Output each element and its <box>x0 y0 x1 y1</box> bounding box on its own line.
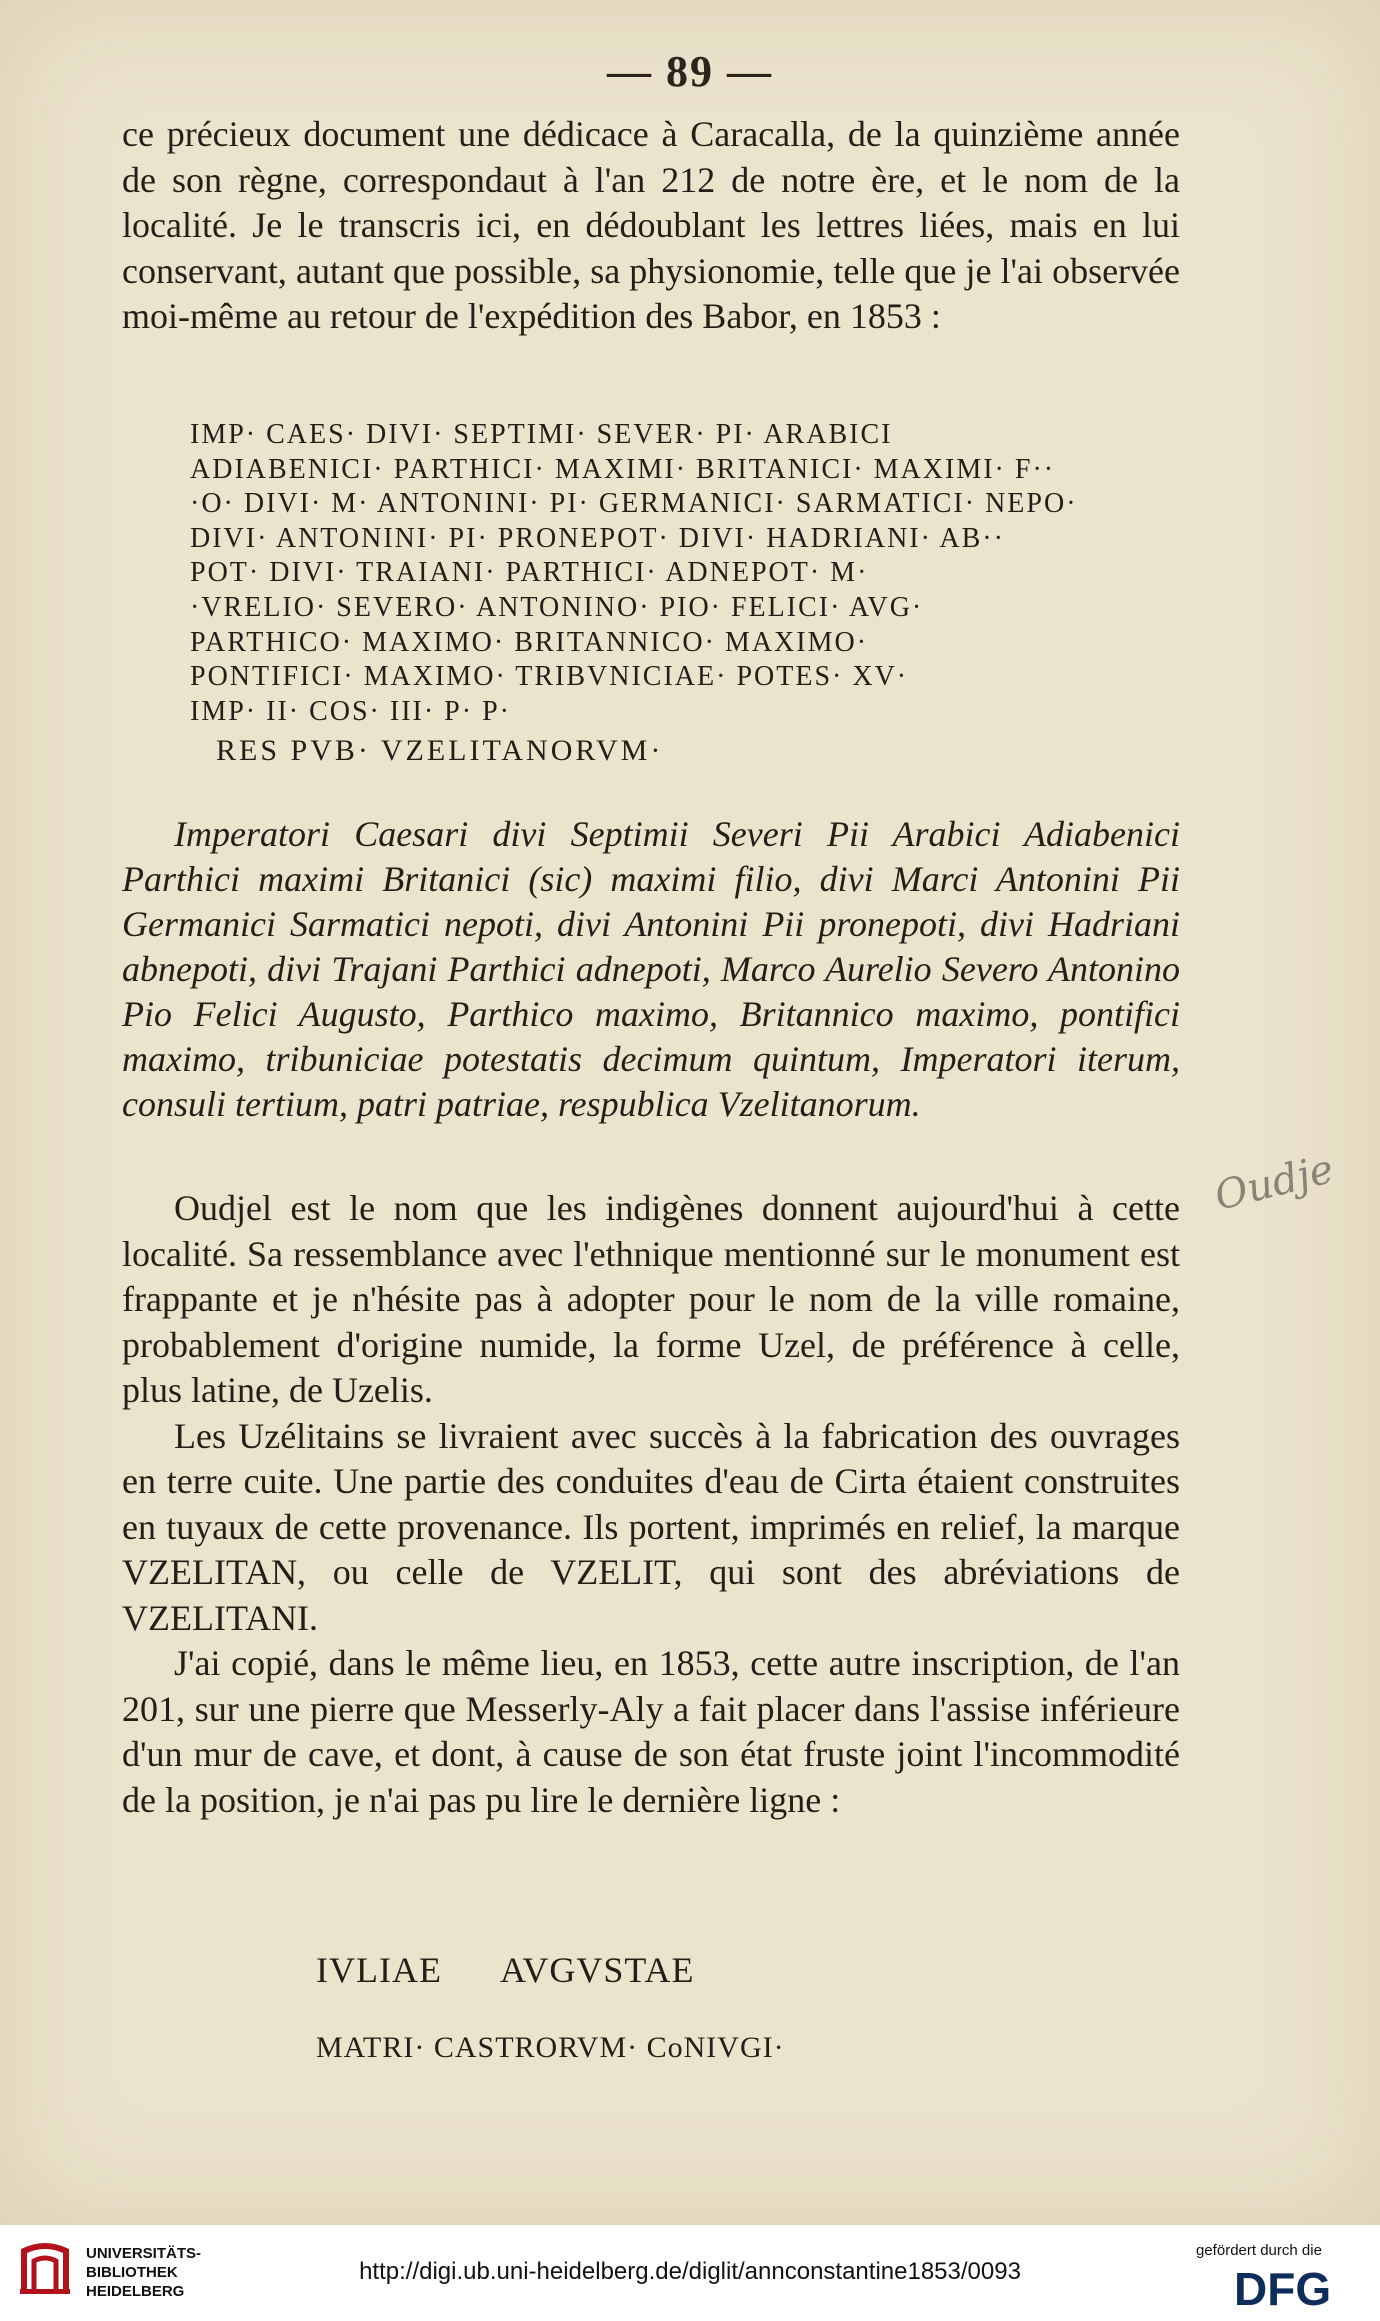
funded-by-label: gefördert durch die <box>1196 2242 1322 2259</box>
inscription-line: IMP· II· COS· III· P· P· <box>190 695 511 727</box>
opening-paragraph-block <box>122 112 1180 340</box>
latin-translation-block <box>122 812 1180 1127</box>
opening-paragraph: ce précieux document une dédicace à Caracalla, de la quinzième année de son règne, correspondaut à l'an 212 de notre ère, et le nom de la localité. Je le transcris ici, en dédoublant les lettres liées, mais en lui conservant, autant que possible, sa physionomie, telle que je l'ai observée moi-même au retour de l'expédition des Babor, en 1853 : <box>122 114 1180 336</box>
body-paragraph: Oudjel est le nom que les indigènes donnent aujourd'hui à cette localité. Sa ressemblance avec l'ethnique mentionné sur le monument est frappante et je n'hésite pas à adopter pour le nom de la ville romaine, probablement d'origine numide, la forme Uzel, de préférence à celle, plus latine, de Uzelis. <box>122 1188 1180 1410</box>
page-number: — 89 — <box>607 47 773 96</box>
library-name: UNIVERSITÄTS- BIBLIOTHEK HEIDELBERG <box>86 2245 202 2300</box>
dfg-logo-text: DFG <box>1234 2265 1332 2309</box>
inscription-line: DIVI· ANTONINI· PI· PRONEPOT· DIVI· HADRIANI· AB·· <box>190 522 1005 554</box>
body-paragraph: Les Uzélitains se livraient avec succès à la fabrication des ouvrages en terre cuite. Une partie des conduites d'eau de Cirta étaient construites en tuyaux de cette provenance. Ils portent, imprimés en relief, la marque VZELITAN, ou celle de VZELIT, qui sont des abréviations de VZELITANI. <box>122 1415 1180 1638</box>
inscription-line: ·VRELIO· SEVERO· ANTONINO· PIO· FELICI· AVG· <box>190 591 924 623</box>
inscription-julia <box>316 1912 1216 2104</box>
inscription-line: IMP· CAES· DIVI· SEPTIMI· SEVER· PI· ARABICI <box>190 419 893 450</box>
inscription-line: IVLIAE AVGVSTAE <box>316 1950 695 1990</box>
dfg-logo-icon <box>1232 2265 1362 2309</box>
body-paragraph: J'ai copié, dans le même lieu, en 1853, cette autre inscription, de l'an 201, sur une pierre que Messerly-Aly a fait placer dans l'assise inférieure d'un mur de cave, et dont, à cause de son état fruste joint l'incommodité de la position, je n'ai pas pu lire le dernière ligne : <box>122 1643 1180 1820</box>
body-text-block <box>122 1186 1180 1823</box>
page-url-link[interactable]: http://digi.ub.uni-heidelberg.de/diglit/annconstantine1853/0093 <box>359 2258 1021 2285</box>
inscription-line: PONTIFICI· MAXIMO· TRIBVNICIAE· POTES· XV· <box>190 661 909 693</box>
inscription-line: POT· DIVI· TRAIANI· PARTHICI· ADNEPOT· M· <box>190 557 869 589</box>
inscription-line: PARTHICO· MAXIMO· BRITANNICO· MAXIMO· <box>190 626 869 658</box>
inscription-line: MATRI· CASTRORVM· CoNIVGI· <box>316 2031 785 2064</box>
inscription-caracalla <box>190 418 1190 773</box>
handwritten-margin-note: Oudje <box>1210 1146 1339 1220</box>
inscription-line: RES PVB· VZELITANORVM· <box>216 734 664 768</box>
latin-translation: Imperatori Caesari divi Septimii Severi Pii Arabici Adiabenici Parthici maximi Britanici (sic) maximi filio, divi Marci Antonini Pii Germanici Sarmatici nepoti, divi Antonini Pii pronepoti, divi Hadriani abnepoti, divi Trajani Parthici adnepoti, Marco Aurelio Severo Antonino Pio Felici Augusto, Parthico maximo, Britannico maximo, pontifici maximo, tribuniciae potestatis decimum quintum, Imperatori iterum, consuli tertium, patri patriae, respublica Vzelitanorum. <box>122 814 1180 1124</box>
heidelberg-library-logo-icon <box>14 2237 76 2299</box>
digitization-footer <box>0 2225 1380 2321</box>
inscription-line: ·O· DIVI· M· ANTONINI· PI· GERMANICI· SARMATICI· NEPO· <box>190 488 1078 520</box>
inscription-line: ADIABENICI· PARTHICI· MAXIMI· BRITANICI· MAXIMI· F·· <box>190 453 1056 485</box>
